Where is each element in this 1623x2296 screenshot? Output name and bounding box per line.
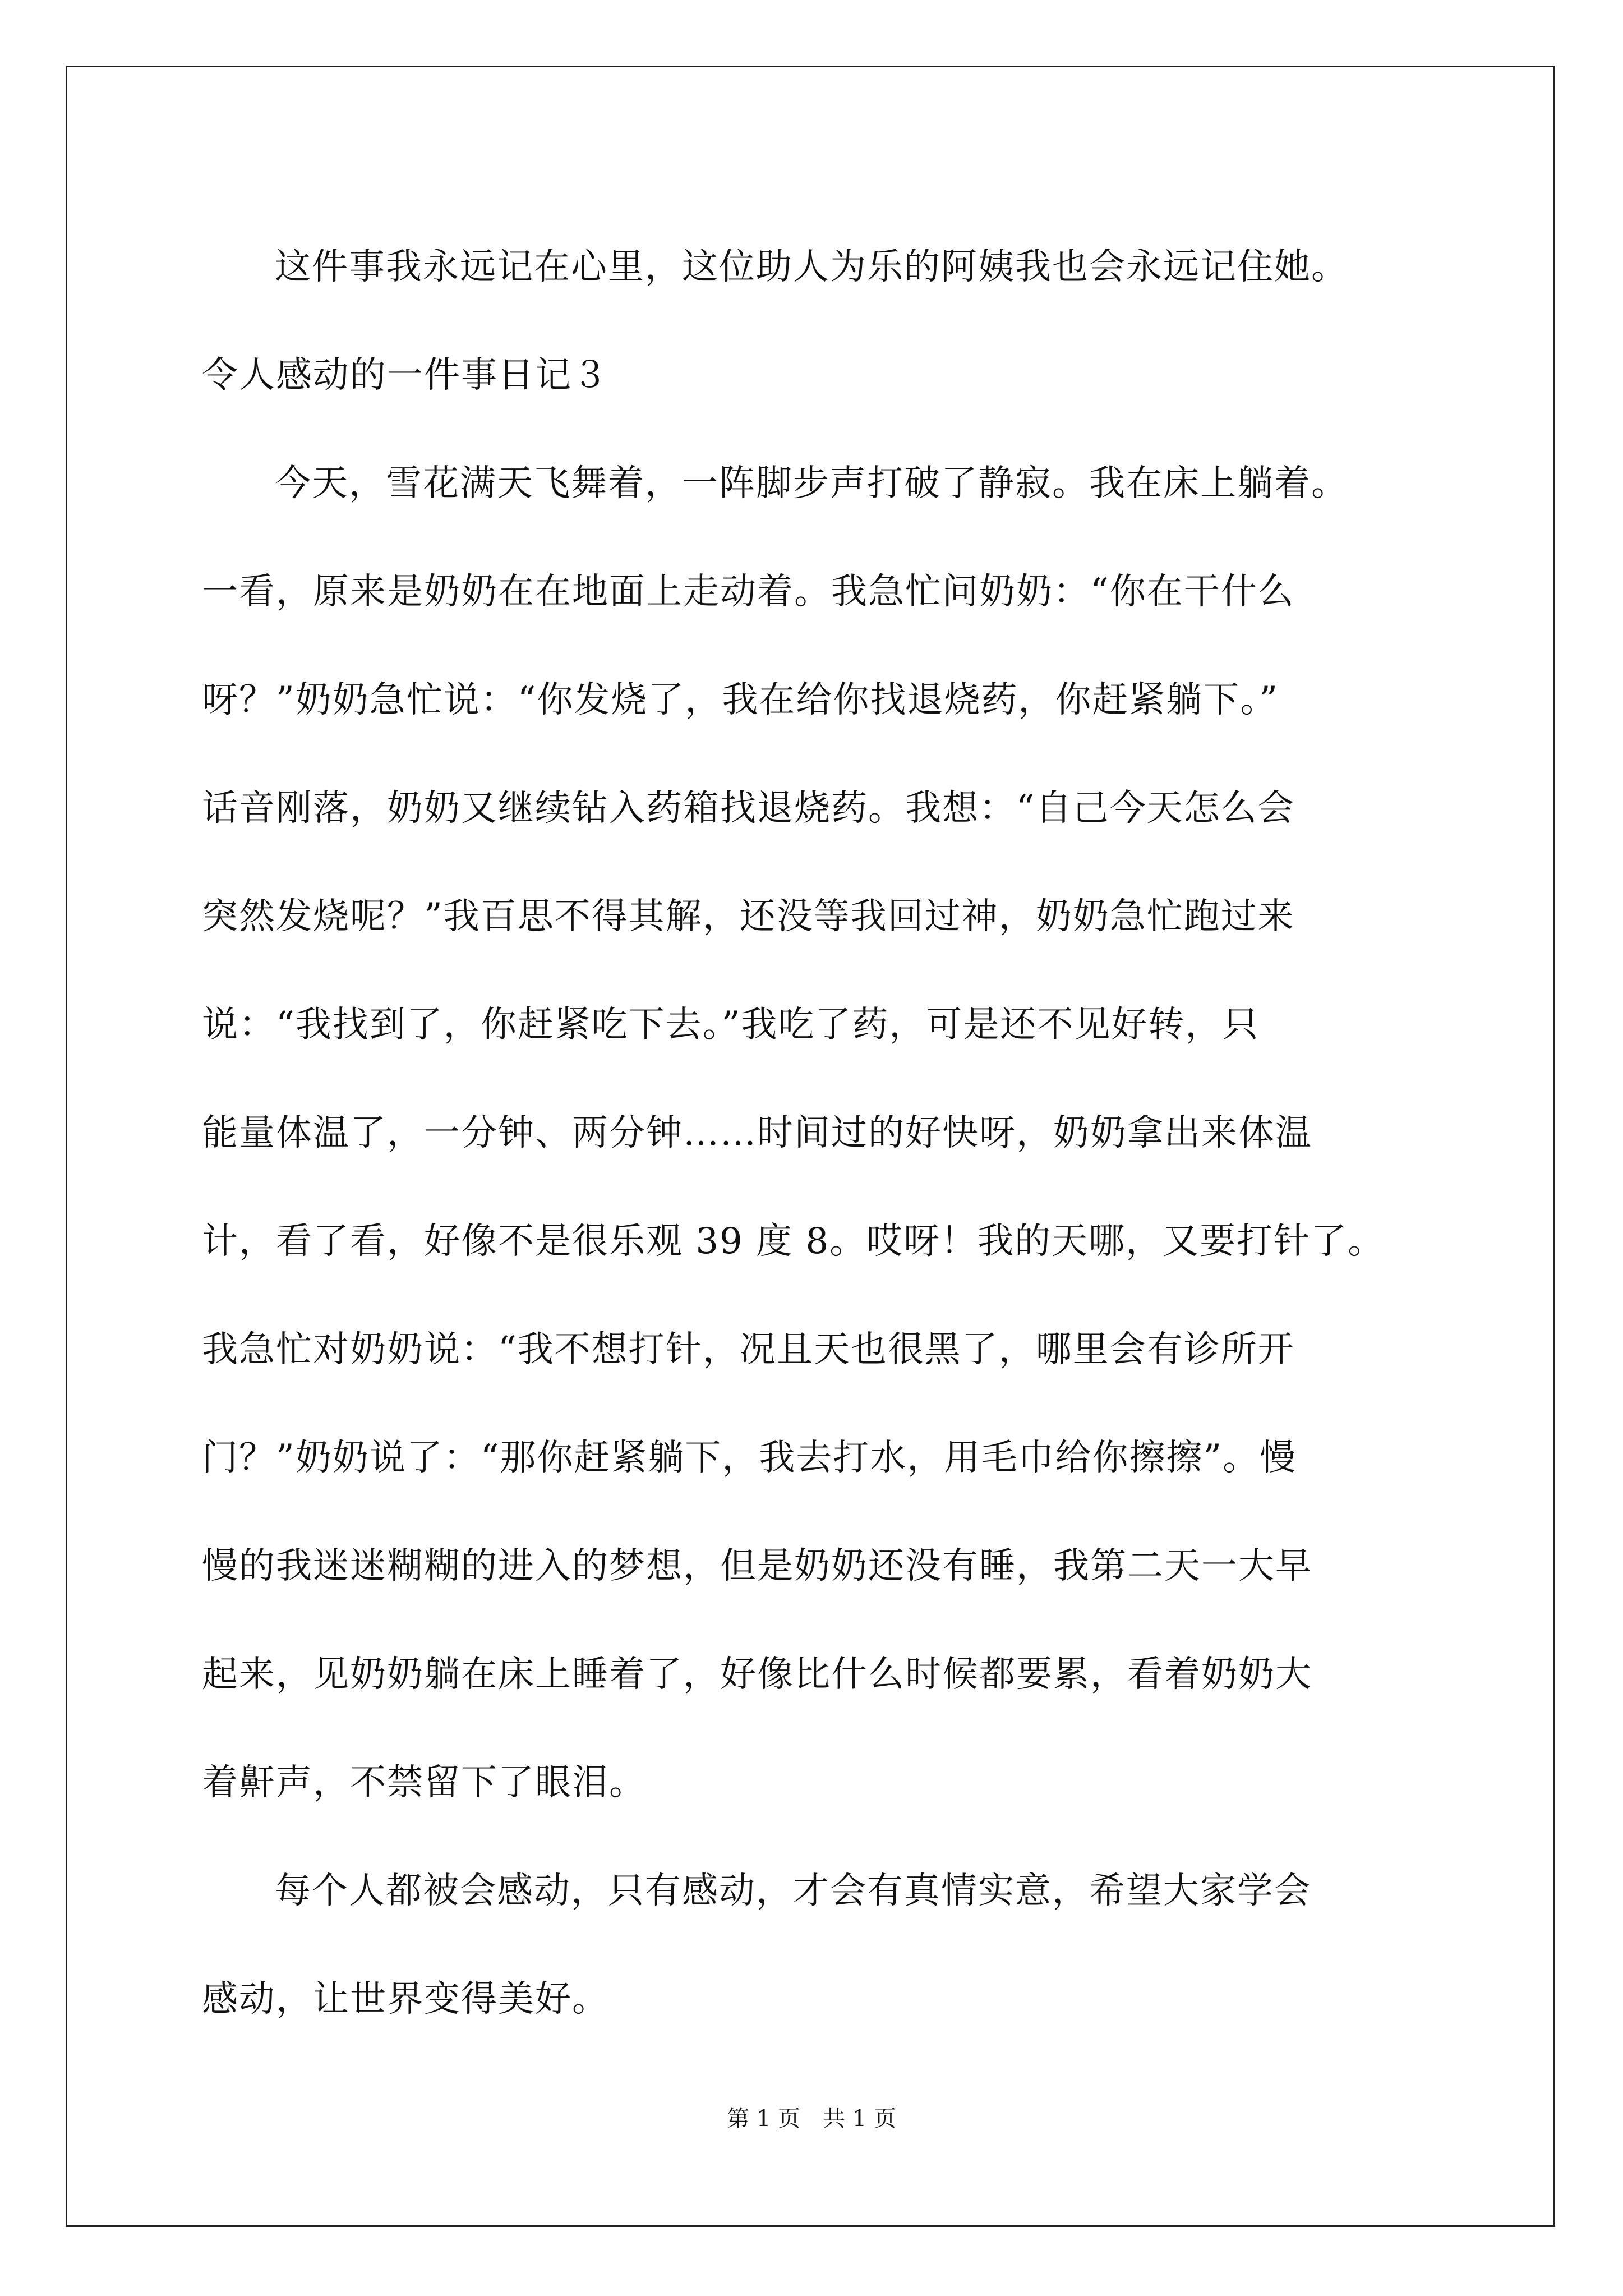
text-line: 感动，让世界变得美好。	[202, 1978, 609, 2020]
text-line: 一看，原来是奶奶在在地面上走动着。我急忙问奶奶：“你在干什么	[202, 571, 1295, 613]
text-line: 着鼾声，不禁留下了眼泪。	[202, 1762, 646, 1803]
text-line: 今天，雪花满天飞舞着，一阵脚步声打破了静寂。我在床上躺着。	[275, 463, 1348, 504]
text-line: 能量体温了，一分钟、两分钟……时间过的好快呀，奶奶拿出来体温	[202, 1112, 1312, 1154]
text-line: 每个人都被会感动，只有感动，才会有真情实意，希望大家学会	[275, 1870, 1311, 1912]
text-line: 呀？”奶奶急忙说：“你发烧了，我在给你找退烧药，你赶紧躺下。”	[202, 679, 1279, 721]
text-line: 突然发烧呢？”我百思不得其解，还没等我回过神，奶奶急忙跑过来	[202, 896, 1295, 937]
text-line: 计，看了看，好像不是很乐观 39 度 8。哎呀！我的天哪，又要打针了。	[202, 1221, 1385, 1262]
text-line: 慢的我迷迷糊糊的进入的梦想，但是奶奶还没有睡，我第二天一大早	[202, 1545, 1312, 1587]
text-line: 这件事我永远记在心里，这位助人为乐的阿姨我也会永远记住她。	[275, 246, 1348, 288]
text-line: 话音刚落，奶奶又继续钻入药箱找退烧药。我想：“自己今天怎么会	[202, 788, 1295, 829]
document-body	[202, 213, 1430, 2054]
section-heading: 令人感动的一件事日记３	[202, 355, 609, 396]
text-line: 起来，见奶奶躺在床上睡着了，好像比什么时候都要累，看着奶奶大	[202, 1654, 1312, 1695]
text-line: 说：“我找到了，你赶紧吃下去。”我吃了药，可是还不见好转，只	[202, 1004, 1260, 1046]
text-line: 我急忙对奶奶说：“我不想打针，况且天也很黑了，哪里会有诊所开	[202, 1329, 1295, 1370]
text-line: 门？”奶奶说了：“那你赶紧躺下，我去打水，用毛巾给你擦擦”。慢	[202, 1437, 1297, 1479]
page-footer: 第 1 页 共 1 页	[727, 2106, 896, 2132]
